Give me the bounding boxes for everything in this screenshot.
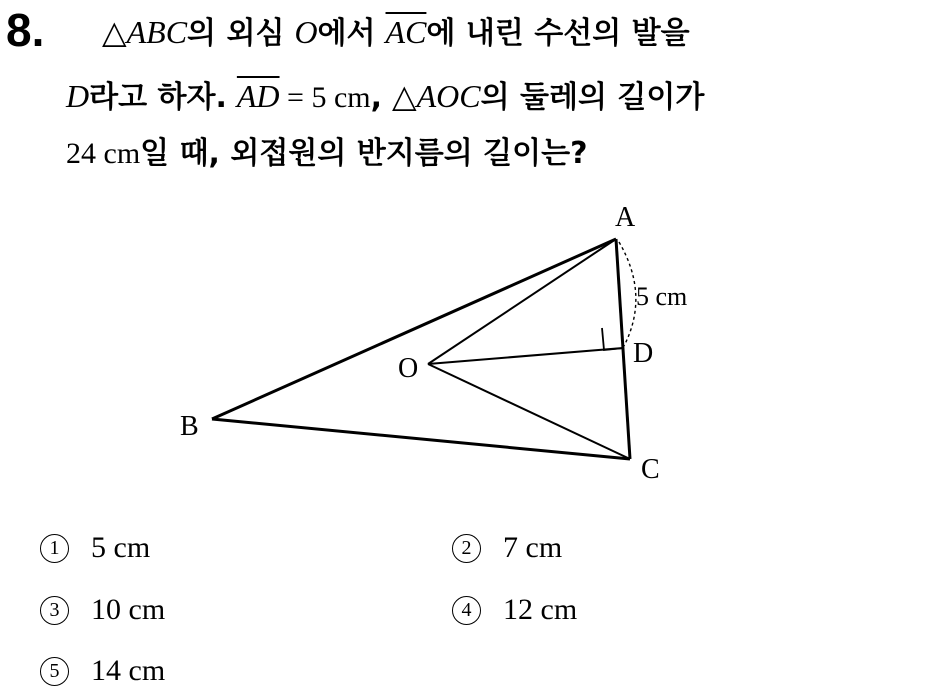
side-bc <box>212 419 630 459</box>
perimeter-value: 24 cm <box>66 137 141 170</box>
choice-2[interactable] <box>452 530 562 566</box>
choice-mark-3: 3 <box>40 596 69 625</box>
label-d: D <box>633 338 654 369</box>
text-circumcenter: 의 외심 <box>187 16 285 51</box>
choice-text-1: 5 cm <box>91 531 151 564</box>
segment-oa <box>428 239 616 364</box>
text-question: 일 때, 외접원의 반지름의 길이는? <box>140 136 588 171</box>
ad-equation: = 5 cm <box>279 81 371 114</box>
text-let: 라고 하자. <box>89 80 227 115</box>
label-c: C <box>641 454 660 485</box>
text-perpendicular-foot: 에 내린 수선의 발을 <box>426 16 690 51</box>
label-a: A <box>615 202 636 233</box>
choice-text-2: 7 cm <box>503 531 563 564</box>
choice-5[interactable] <box>40 653 165 689</box>
side-ab <box>212 239 616 419</box>
text-perimeter: 의 둘레의 길이가 <box>480 80 705 115</box>
segment-ac: $\overline{AC}$ <box>385 14 427 50</box>
segment-oc <box>428 364 630 459</box>
choice-mark-5: 5 <box>40 657 69 686</box>
triangle-aoc: △AOC <box>392 78 481 114</box>
label-ad-length: 5 cm <box>636 282 688 311</box>
label-o: O <box>398 353 419 384</box>
choice-1[interactable] <box>40 530 150 566</box>
choice-text-4: 12 cm <box>503 593 578 626</box>
point-o: O <box>294 14 318 50</box>
choice-mark-1: 1 <box>40 534 69 563</box>
choice-3[interactable] <box>40 592 165 628</box>
text-from: 에서 <box>317 16 376 51</box>
choice-text-5: 14 cm <box>91 654 166 687</box>
choice-text-3: 10 cm <box>91 593 166 626</box>
triangle-abc: △ABC <box>102 14 188 50</box>
segment-ad: $\overline{AD}$ <box>236 78 280 114</box>
segment-od <box>428 348 623 364</box>
label-b: B <box>180 411 199 442</box>
choice-4[interactable] <box>452 592 577 628</box>
choice-mark-2: 2 <box>452 534 481 563</box>
problem-number: 8. <box>6 4 45 56</box>
choice-mark-4: 4 <box>452 596 481 625</box>
comma: , <box>370 80 383 115</box>
point-d: D <box>66 78 90 114</box>
